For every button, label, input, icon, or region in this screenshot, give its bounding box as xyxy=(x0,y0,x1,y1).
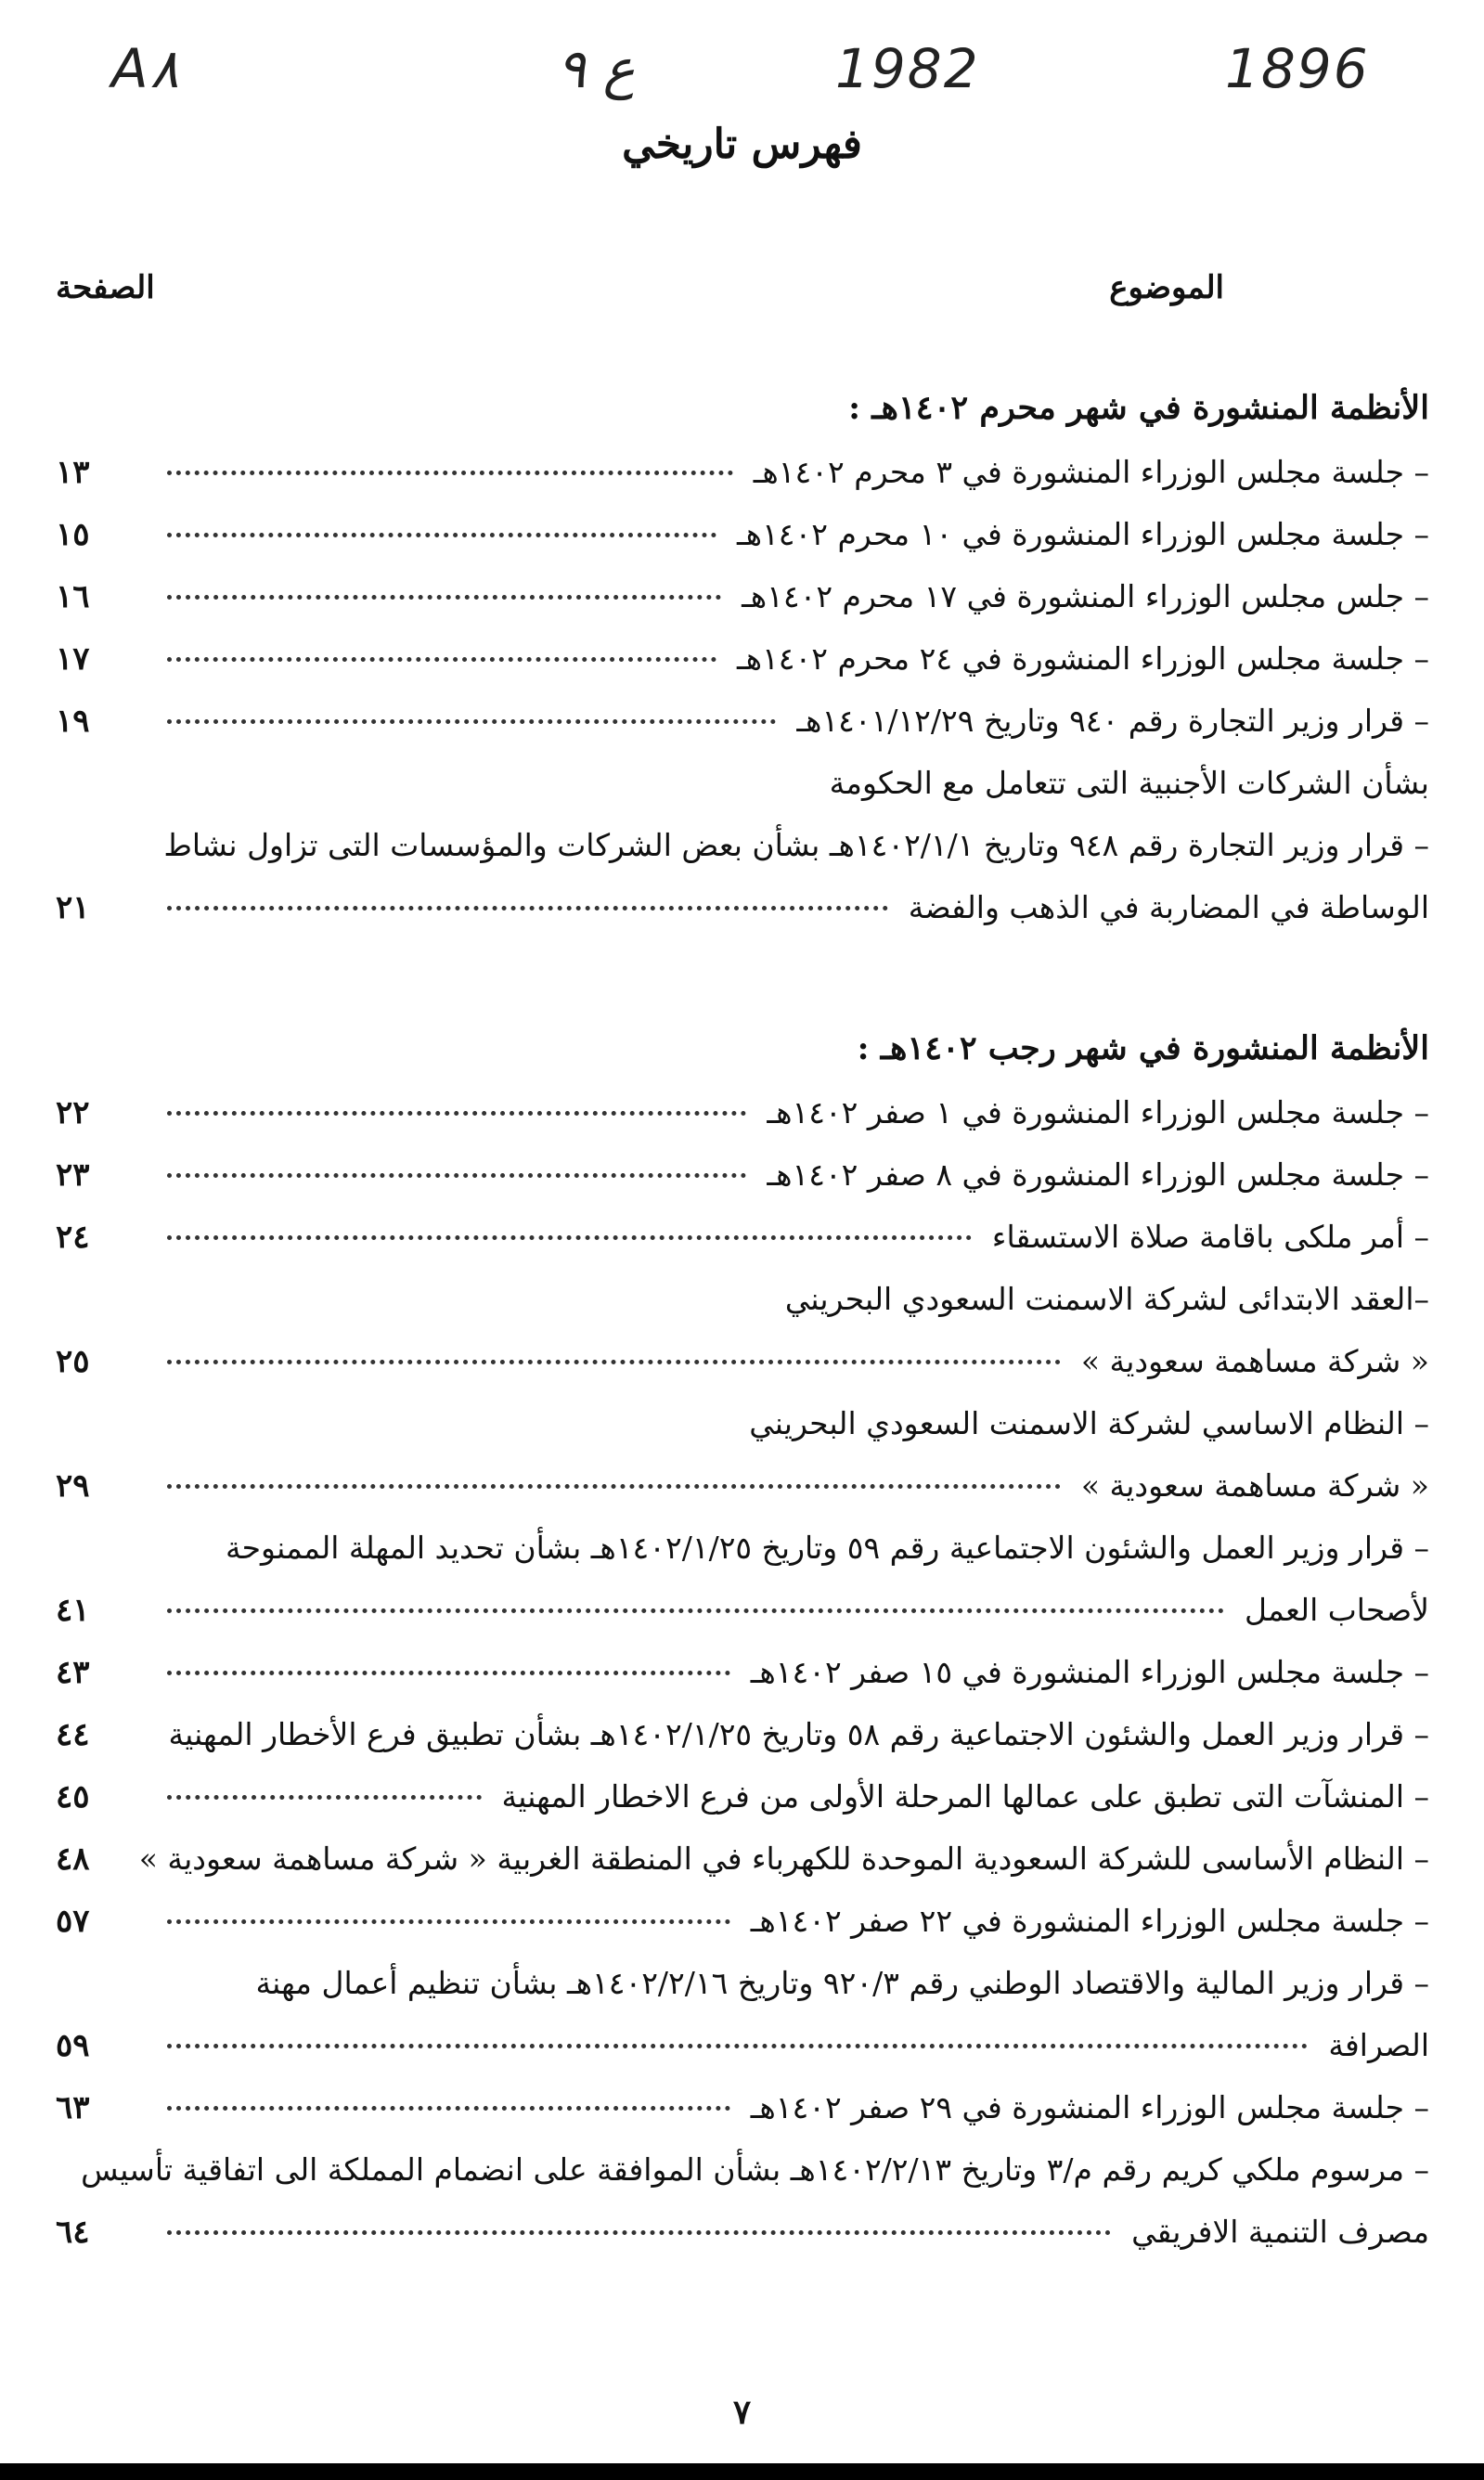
entry-page-number: ٤٤ xyxy=(56,1716,90,1753)
entry-page-number: ٢١ xyxy=(56,889,90,926)
entry-page-number: ١٧ xyxy=(56,640,90,678)
page-column-header: الصفحة xyxy=(56,269,155,306)
index-entry xyxy=(56,1769,1429,1825)
index-entry xyxy=(56,1956,1429,2011)
dot-leader xyxy=(167,471,733,475)
index-entry xyxy=(56,1893,1429,1949)
index-entry xyxy=(56,2018,1429,2073)
entry-page-number: ٥٩ xyxy=(56,2027,90,2064)
entry-topic: – جلسة مجلس الوزراء المنشورة في ١ صفر ١٤٠٢هـ xyxy=(755,1085,1429,1141)
section-heading xyxy=(56,1021,1429,1077)
entry-topic: « شركة مساهمة سعودية » xyxy=(1070,1334,1429,1389)
dot-leader xyxy=(167,1360,1061,1364)
index-entry xyxy=(56,2142,1429,2198)
index-entry xyxy=(56,2080,1429,2136)
index-entry xyxy=(56,693,1429,749)
entry-page-number: ٤٥ xyxy=(56,1778,90,1815)
index-entry xyxy=(56,1396,1429,1452)
entry-topic: – قرار وزير التجارة رقم ٩٤٠ وتاريخ ١٤٠١/١٢/٢٩هـ xyxy=(785,693,1429,749)
dot-leader xyxy=(167,1111,746,1116)
dot-leader xyxy=(167,1671,730,1675)
entry-page-number: ٢٥ xyxy=(56,1343,90,1380)
entry-topic: – قرار وزير العمل والشئون الاجتماعية رقم ٥٨ وتاريخ ١٤٠٢/١/٢٥هـ بشأن تطبيق فرع الأخطار المهنية xyxy=(157,1707,1429,1763)
entry-page-number: ١٩ xyxy=(56,703,90,740)
dot-leader xyxy=(167,1173,746,1178)
entry-topic: – مرسوم ملكي كريم رقم م/٣ وتاريخ ١٤٠٢/٢/١٣هـ بشأن الموافقة على انضمام المملكة الى اتفاقية تأسيس xyxy=(70,2142,1429,2198)
index-entry xyxy=(56,507,1429,562)
index-entry xyxy=(56,1085,1429,1141)
index-entry xyxy=(56,569,1429,625)
dot-leader xyxy=(167,906,888,911)
dot-leader xyxy=(167,657,716,662)
index-entry xyxy=(56,1334,1429,1389)
entry-topic: – جلسة مجلس الوزراء المنشورة في ٣ محرم ١٤٠٢هـ xyxy=(742,445,1429,500)
dot-leader xyxy=(167,1484,1061,1489)
handwritten-date-code: ع ٩ xyxy=(557,37,636,100)
dot-leader xyxy=(167,595,721,600)
index-entry xyxy=(56,1831,1429,1887)
index-entry xyxy=(56,1520,1429,1576)
index-entry xyxy=(56,2204,1429,2260)
entry-topic: الوساطة في المضاربة في الذهب والفضة xyxy=(897,880,1429,936)
entry-topic: –العقد الابتدائى لشركة الاسمنت السعودي البحريني xyxy=(774,1272,1429,1327)
entry-topic: – جلسة مجلس الوزراء المنشورة في ١٥ صفر ١٤٠٢هـ xyxy=(740,1645,1429,1700)
entry-page-number: ٢٤ xyxy=(56,1219,90,1256)
entry-topic: – النظام الأساسى للشركة السعودية الموحدة للكهرباء في المنطقة الغربية « شركة مساهمة سعودية » xyxy=(128,1831,1429,1887)
index-entry xyxy=(56,1458,1429,1514)
index-entry xyxy=(56,1645,1429,1700)
entry-page-number: ١٥ xyxy=(56,516,90,553)
entry-page-number: ٥٧ xyxy=(56,1903,90,1940)
handwritten-number: 1896 xyxy=(1225,37,1370,100)
dot-leader xyxy=(167,719,776,724)
section-heading xyxy=(56,381,1429,436)
entry-page-number: ٤٣ xyxy=(56,1654,90,1691)
entry-topic: – جلسة مجلس الوزراء المنشورة في ٢٩ صفر ١٤٠٢هـ xyxy=(740,2080,1429,2136)
entry-page-number: ٦٣ xyxy=(56,2089,90,2126)
entry-topic: – جلسة مجلس الوزراء المنشورة في ٢٤ محرم ١٤٠٢هـ xyxy=(726,631,1429,687)
entry-page-number: ٢٢ xyxy=(56,1094,90,1131)
dot-leader xyxy=(167,1919,730,1924)
entry-topic: – قرار وزير المالية والاقتصاد الوطني رقم ٩٢٠/٣ وتاريخ ١٤٠٢/٢/١٦هـ بشأن تنظيم أعمال مهنة xyxy=(244,1956,1429,2011)
dot-leader xyxy=(167,2106,730,2111)
entry-topic: – جلسة مجلس الوزراء المنشورة في ١٠ محرم ١٤٠٢هـ xyxy=(726,507,1429,562)
dot-leader xyxy=(167,1235,972,1240)
index-entry xyxy=(56,1582,1429,1638)
index-entries xyxy=(56,0,1429,2480)
entry-topic: بشأن الشركات الأجنبية التى تتعامل مع الحكومة xyxy=(819,756,1429,811)
entry-page-number: ١٦ xyxy=(56,578,90,615)
entry-topic: – جلسة مجلس الوزراء المنشورة في ٢٢ صفر ١٤٠٢هـ xyxy=(740,1893,1429,1949)
index-entry xyxy=(56,631,1429,687)
entry-page-number: ٢٣ xyxy=(56,1156,90,1194)
handwritten-year: 1982 xyxy=(835,37,980,100)
handwritten-code-left: A٨ xyxy=(111,37,179,100)
dot-leader xyxy=(167,2230,1111,2235)
section-heading-text: الأنظمة المنشورة في شهر رجب ١٤٠٢هـ : xyxy=(846,1021,1429,1077)
index-entry xyxy=(56,880,1429,936)
dot-leader xyxy=(167,533,716,537)
index-entry xyxy=(56,445,1429,500)
entry-page-number: ٦٤ xyxy=(56,2214,90,2251)
page-title: فهرس تاريخي xyxy=(622,121,862,168)
dot-leader xyxy=(167,1795,482,1800)
index-entry xyxy=(56,1147,1429,1203)
footer-page-number: ٧ xyxy=(732,2393,752,2432)
entry-page-number: ٤١ xyxy=(56,1592,90,1629)
section-heading-text: الأنظمة المنشورة في شهر محرم ١٤٠٢هـ : xyxy=(837,381,1429,436)
entry-topic: – قرار وزير العمل والشئون الاجتماعية رقم ٥٩ وتاريخ ١٤٠٢/١/٢٥هـ بشأن تحديد المهلة الممنوحة xyxy=(214,1520,1429,1576)
entry-topic: – قرار وزير التجارة رقم ٩٤٨ وتاريخ ١٤٠٢/١/١هـ بشأن بعض الشركات والمؤسسات التى تزاول نشاط xyxy=(152,818,1429,873)
topic-column-header: الموضوع xyxy=(1109,269,1224,306)
index-entry xyxy=(56,756,1429,811)
scan-bottom-edge xyxy=(0,2463,1484,2480)
entry-topic: الصرافة xyxy=(1317,2018,1429,2073)
entry-topic: – النظام الاساسي لشركة الاسمنت السعودي البحريني xyxy=(738,1396,1429,1452)
entry-topic: – جلس مجلس الوزراء المنشورة في ١٧ محرم ١٤٠٢هـ xyxy=(730,569,1429,625)
entry-topic: مصرف التنمية الافريقي xyxy=(1120,2204,1429,2260)
entry-topic: – جلسة مجلس الوزراء المنشورة في ٨ صفر ١٤٠٢هـ xyxy=(755,1147,1429,1203)
entry-topic: – المنشآت التى تطبق على عمالها المرحلة الأولى من فرع الاخطار المهنية xyxy=(491,1769,1429,1825)
entry-topic: « شركة مساهمة سعودية » xyxy=(1070,1458,1429,1514)
dot-leader xyxy=(167,1608,1224,1613)
index-entry xyxy=(56,818,1429,873)
index-entry xyxy=(56,1707,1429,1763)
entry-page-number: ٢٩ xyxy=(56,1467,90,1505)
entry-topic: – أمر ملكى باقامة صلاة الاستسقاء xyxy=(981,1209,1429,1265)
dot-leader xyxy=(167,2044,1308,2048)
entry-topic: لأصحاب العمل xyxy=(1233,1582,1429,1638)
index-entry xyxy=(56,1272,1429,1327)
entry-page-number: ١٣ xyxy=(56,454,90,491)
entry-page-number: ٤٨ xyxy=(56,1841,90,1878)
index-entry xyxy=(56,1209,1429,1265)
